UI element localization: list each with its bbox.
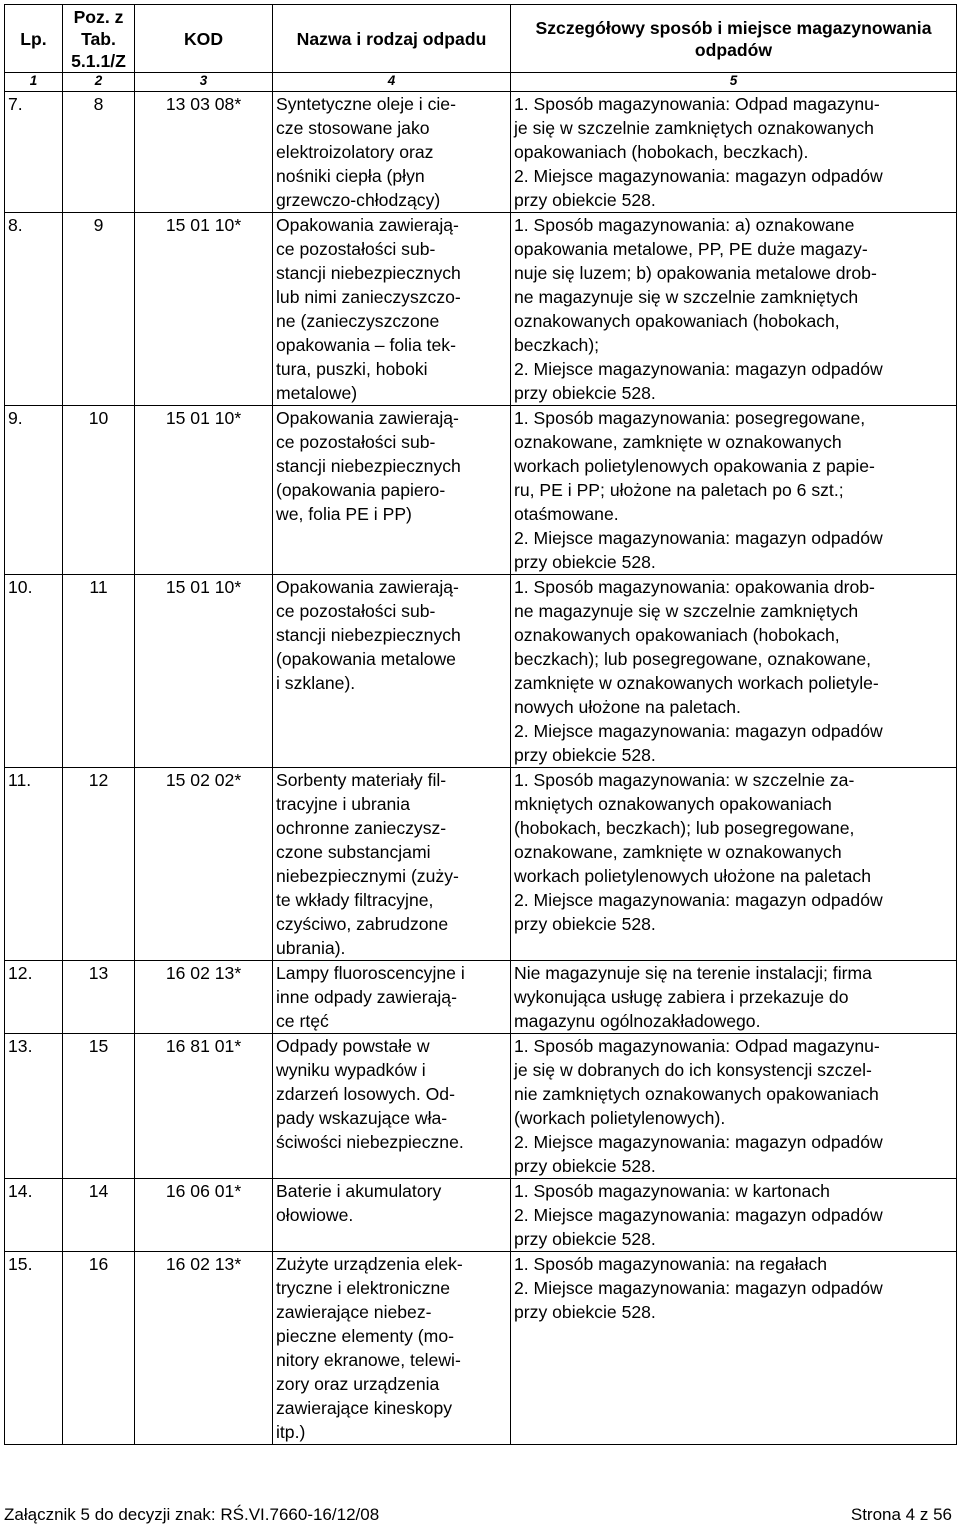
row-lp: 9. — [5, 406, 63, 575]
row-desc: 1. Sposób magazynowania: Odpad magazynu- je się w dobranych do ich konsystencji szczel- nie zamkniętych oznakowanych opakowaniach (workach polietylenowych). 2. Miejsce magazynowania: magazyn odpadów przy obiekcie 528. — [511, 1034, 957, 1179]
row-name: Opakowania zawierają- ce pozostałości sub- stancji niebezpiecznych lub nimi zanieczyszczo- ne (zanieczyszczone opakowania – folia tek- tura, puszki, hoboki metalowe) — [273, 213, 511, 406]
row-kod: 15 01 10* — [135, 213, 273, 406]
row-poz: 13 — [63, 961, 135, 1034]
row-lp: 8. — [5, 213, 63, 406]
table-row — [5, 1252, 957, 1445]
header-kod: KOD — [135, 5, 273, 73]
footer-page-number: Strona 4 z 56 — [850, 1505, 952, 1524]
row-kod: 15 02 02* — [135, 768, 273, 961]
row-desc: Nie magazynuje się na terenie instalacji; firma wykonująca usługę zabiera i przekazuje do magazynu ogólnozakładowego. — [511, 961, 957, 1034]
row-kod: 16 81 01* — [135, 1034, 273, 1179]
row-name: Lampy fluoroscencyjne i inne odpady zawierają- ce rtęć — [273, 961, 511, 1034]
row-desc: 1. Sposób magazynowania: w kartonach 2. Miejsce magazynowania: magazyn odpadów przy obiekcie 528. — [511, 1179, 957, 1252]
row-kod: 16 02 13* — [135, 1252, 273, 1445]
row-lp: 10. — [5, 575, 63, 768]
row-desc: 1. Sposób magazynowania: opakowania drob- ne magazynuje się w szczelnie zamkniętych oznakowanych opakowaniach (hobokach, beczkach); lub posegregowane, oznakowane, zamknięte w oznakowanych workach polietyle- nowych ułożone na paletach. 2. Miejsce magazynowania: magazyn odpadów przy obiekcie 528. — [511, 575, 957, 768]
header-poz: Poz. z Tab. 5.1.1/Z — [63, 5, 135, 73]
row-lp: 11. — [5, 768, 63, 961]
row-poz: 15 — [63, 1034, 135, 1179]
row-poz: 8 — [63, 92, 135, 213]
row-desc: 1. Sposób magazynowania: Odpad magazynu- je się w szczelnie zamkniętych oznakowanych opakowaniach (hobokach, beczkach). 2. Miejsce magazynowania: magazyn odpadów przy obiekcie 528. — [511, 92, 957, 213]
col-number: 4 — [273, 73, 511, 92]
row-kod: 15 01 10* — [135, 406, 273, 575]
row-poz: 12 — [63, 768, 135, 961]
row-desc: 1. Sposób magazynowania: a) oznakowane opakowania metalowe, PP, PE duże magazy- nuje się luzem; b) opakowania metalowe drob- ne magazynuje się w szczelnie zamkniętych oznakowanych opakowaniach (hobokach, beczkach); 2. Miejsce magazynowania: magazyn odpadów przy obiekcie 528. — [511, 213, 957, 406]
row-poz: 14 — [63, 1179, 135, 1252]
table-row — [5, 961, 957, 1034]
table-row — [5, 213, 957, 406]
row-kod: 13 03 08* — [135, 92, 273, 213]
row-poz: 9 — [63, 213, 135, 406]
row-name: Zużyte urządzenia elek- tryczne i elektroniczne zawierające niebez- pieczne elementy (mo- nitory ekranowe, telewi- zory oraz urządzenia zawierające kineskopy itp.) — [273, 1252, 511, 1445]
row-name: Baterie i akumulatory ołowiowe. — [273, 1179, 511, 1252]
table-row — [5, 92, 957, 213]
row-kod: 15 01 10* — [135, 575, 273, 768]
row-poz: 10 — [63, 406, 135, 575]
row-name: Opakowania zawierają- ce pozostałości sub- stancji niebezpiecznych (opakowania metalowe i szklane). — [273, 575, 511, 768]
row-name: Opakowania zawierają- ce pozostałości sub- stancji niebezpiecznych (opakowania papiero- we, folia PE i PP) — [273, 406, 511, 575]
header-lp: Lp. — [5, 5, 63, 73]
waste-table — [4, 4, 957, 1445]
table-row — [5, 575, 957, 768]
row-lp: 15. — [5, 1252, 63, 1445]
table-row — [5, 406, 957, 575]
footer-reference: Załącznik 5 do decyzji znak: RŚ.VI.7660-16/12/08 — [4, 1505, 380, 1524]
table-row — [5, 768, 957, 961]
row-lp: 7. — [5, 92, 63, 213]
header-sposob: Szczegółowy sposób i miejsce magazynowania odpadów — [511, 5, 957, 73]
row-kod: 16 06 01* — [135, 1179, 273, 1252]
col-number: 5 — [511, 73, 957, 92]
row-name: Sorbenty materiały fil- tracyjne i ubrania ochronne zanieczysz- czone substancjami niebezpiecznymi (zuży- te wkłady filtracyjne, czyściwo, zabrudzone ubrania). — [273, 768, 511, 961]
row-desc: 1. Sposób magazynowania: w szczelnie za- mkniętych oznakowanych opakowaniach (hobokach, beczkach); lub posegregowane, oznakowane, zamknięte w oznakowanych workach polietylenowych ułożone na paletach 2. Miejsce magazynowania: magazyn odpadów przy obiekcie 528. — [511, 768, 957, 961]
row-name: Odpady powstałe w wyniku wypadków i zdarzeń losowych. Od- pady wskazujące wła- ściwości niebezpieczne. — [273, 1034, 511, 1179]
row-name: Syntetyczne oleje i cie- cze stosowane jako elektroizolatory oraz nośniki ciepła (płyn grzewczo-chłodzący) — [273, 92, 511, 213]
header-nazwa: Nazwa i rodzaj odpadu — [273, 5, 511, 73]
col-number: 1 — [5, 73, 63, 92]
col-number: 3 — [135, 73, 273, 92]
row-lp: 12. — [5, 961, 63, 1034]
table-row — [5, 1034, 957, 1179]
row-lp: 13. — [5, 1034, 63, 1179]
col-number: 2 — [63, 73, 135, 92]
row-poz: 16 — [63, 1252, 135, 1445]
row-poz: 11 — [63, 575, 135, 768]
row-desc: 1. Sposób magazynowania: posegregowane, oznakowane, zamknięte w oznakowanych workach polietylenowych opakowania z papie- ru, PE i PP; ułożone na paletach po 6 szt.; otaśmowane. 2. Miejsce magazynowania: magazyn odpadów przy obiekcie 528. — [511, 406, 957, 575]
row-lp: 14. — [5, 1179, 63, 1252]
row-desc: 1. Sposób magazynowania: na regałach 2. Miejsce magazynowania: magazyn odpadów przy obiekcie 528. — [511, 1252, 957, 1445]
table-row — [5, 1179, 957, 1252]
row-kod: 16 02 13* — [135, 961, 273, 1034]
